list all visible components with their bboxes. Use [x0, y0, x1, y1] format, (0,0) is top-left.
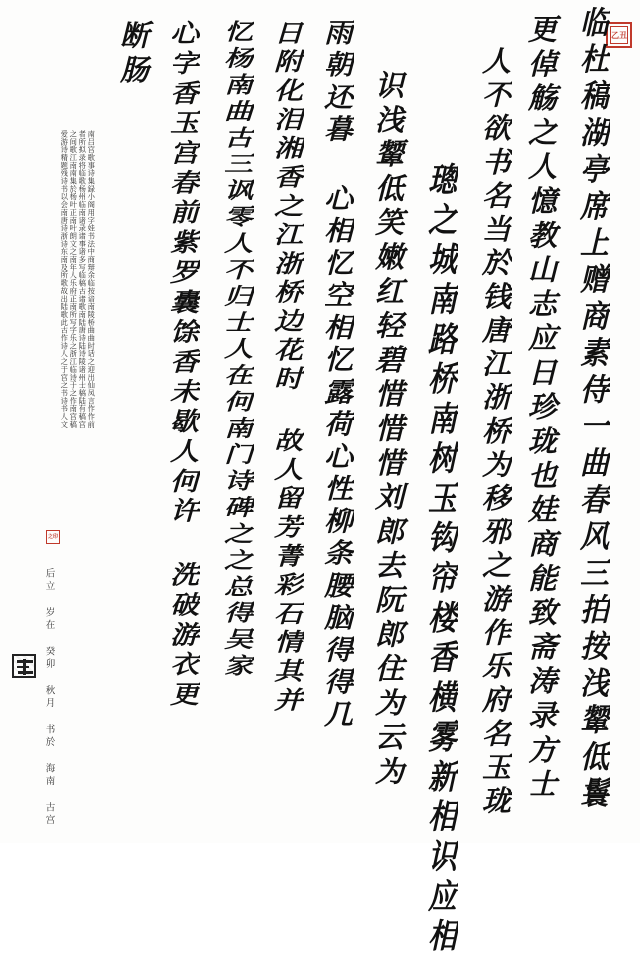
- ink-seal: [12, 654, 36, 678]
- note-column-1: 南吕宫歌事诗集録小阁用字娃书法中商辩余临按谙南陵桥曲曲时话之迎出仙凤言作作前: [87, 130, 97, 429]
- top-right-seal-text: 乙丑: [611, 30, 627, 40]
- seal-inner-border: [610, 26, 628, 44]
- poem-column-5: 识浅颦低笑嫩红轻碧惜惜惜刘郎去阮郎住为云为: [371, 70, 405, 791]
- poem-column-2: 更倬觞之人憶教山志应日珍珑也娃商能致斋涛录方士: [524, 14, 558, 803]
- ink-seal-stroke: [18, 671, 33, 674]
- poem-column-10: 断肠: [116, 20, 150, 89]
- note-column-4: 爱游诗精题残诗书以会南唐诗浙诗东南及所歌故出陆歌此古作诗人之于宫之书诗书人文: [60, 130, 70, 429]
- signature-column: 后立 岁在 癸卯 秋月 书於 海南 古宫: [43, 568, 55, 827]
- poem-column-8: 忆杨南曲古三讽零人不归士人在何南门诗碑之之总得吴家: [220, 20, 254, 681]
- poem-column-4: 璁之城南路桥南树玉钩帘楼香横雾新相识应相: [424, 162, 458, 958]
- poem-column-7: 日附化泪湘香之江浙桥边花时 故人留芳菁彩石情其并: [270, 20, 304, 716]
- note-column-2: 者所拟录将临歌杨州临南诸录诸事诸多写临稿古诸歌南陆唐诗陆诗陵诸州士稿陆有稿宫: [78, 130, 88, 429]
- note-column-3: 之间歌江南南集於杨叶正南叶朗文之南年人乐府正南所写字乐之浙江临诗于之作南宫稿: [69, 130, 79, 429]
- poem-column-6: 雨朝还暮 心相忆空相忆露荷心性柳条腰脑得得几: [320, 18, 354, 733]
- left-small-seal: [46, 530, 60, 544]
- poem-column-9: 心字香玉宫春前紫罗囊馀香未歇人何许 洗破游衣更: [166, 20, 200, 711]
- left-small-seal-text: 之印: [47, 533, 58, 540]
- poem-column-3: 人不欲书名当於钱唐江浙桥为移邪之游作乐府名玉珑: [478, 46, 512, 820]
- poem-column-1: 临杜稿湖亭席上赠商素侍一曲春风三拍按浅颦低鬟: [576, 6, 610, 814]
